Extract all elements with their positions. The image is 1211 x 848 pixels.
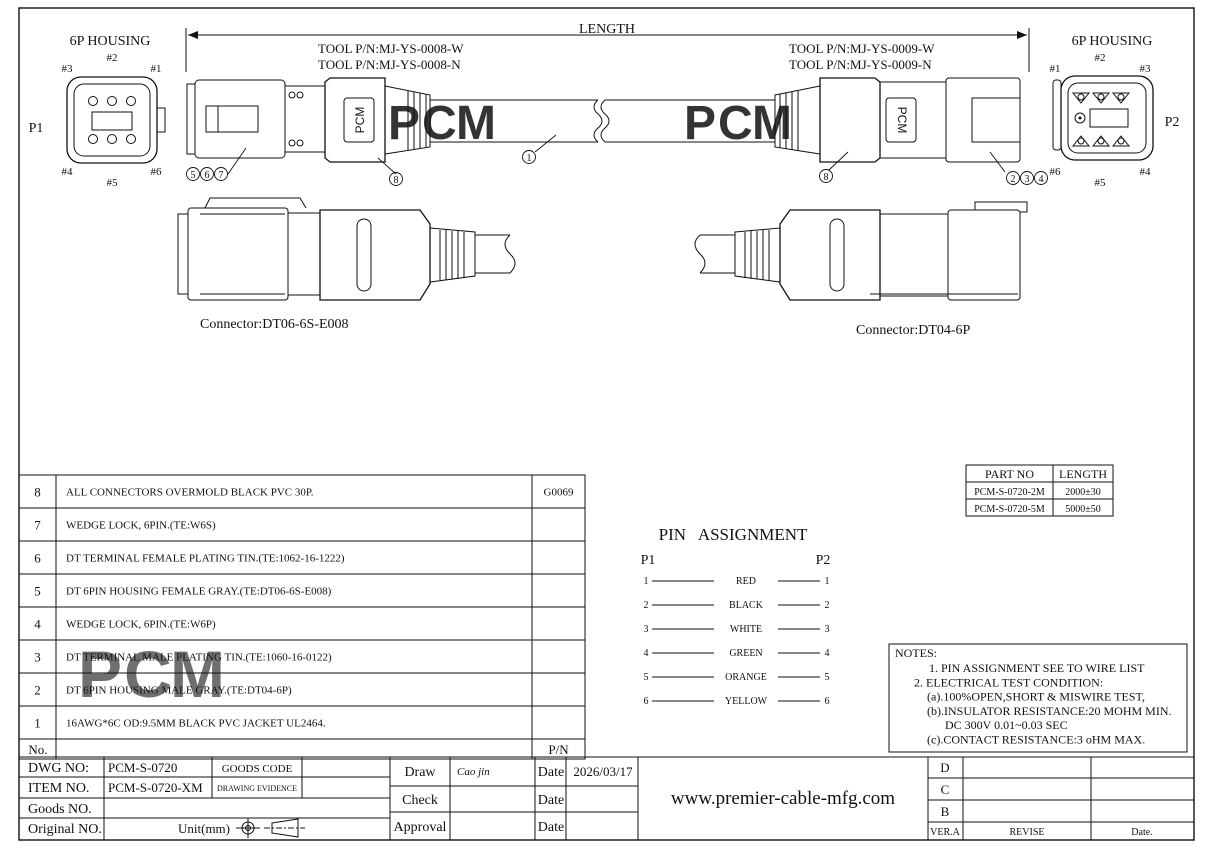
p2-pin-label: #5 <box>1094 177 1106 189</box>
pin-wire-color: RED <box>736 576 756 587</box>
pin-wire-color: WHITE <box>729 624 763 635</box>
p2-overmold-callout: 8 <box>823 172 829 183</box>
p1-housing-view <box>29 34 165 189</box>
pin-p1-header: P1 <box>640 553 656 568</box>
bom-item-description: DT 6PIN HOUSING FEMALE GRAY.(TE:DT06-6S-E008) <box>66 585 332 598</box>
p1-pin-label: #4 <box>61 166 73 178</box>
bom-item-pn: G0069 <box>543 486 574 499</box>
pin-p1-number: 6 <box>643 696 649 707</box>
unit-label: Unit(mm) <box>178 821 230 836</box>
original-no-label: Original NO. <box>28 822 102 837</box>
notes-title: NOTES: <box>895 646 937 660</box>
p2-pin-label: #2 <box>1094 52 1106 64</box>
p2-pin-label: #3 <box>1139 63 1151 75</box>
p2-connector-label: Connector:DT04-6P <box>856 323 971 338</box>
p1-pin-label: #1 <box>150 63 162 75</box>
logo-letter-c: C <box>124 637 172 711</box>
logo-letter-m: M <box>752 97 792 150</box>
logo-letter-m: M <box>456 97 496 150</box>
p2-connector-side-view <box>695 202 1027 300</box>
logo-letter-p: P <box>388 97 421 150</box>
p2-connector-top-view <box>605 78 1020 162</box>
part-table-header: LENGTH <box>1059 467 1107 481</box>
pin-wire-color: BLACK <box>729 600 763 611</box>
pin-p2-number: 1 <box>824 576 830 587</box>
note-line: 2. ELECTRICAL TEST CONDITION: <box>914 675 1104 690</box>
bom-item-no: 3 <box>34 649 41 665</box>
p2-callout: 3 <box>1024 174 1030 185</box>
p1-connector-label: Connector:DT06-6S-E008 <box>200 317 349 332</box>
draw-signature: Cao jin <box>457 766 490 778</box>
goods-code-label: GOODS CODE <box>221 763 293 775</box>
dwg-no: PCM-S-0720 <box>108 760 178 775</box>
p1-callout: 5 <box>190 170 196 181</box>
p2-callout: 2 <box>1010 174 1016 185</box>
item-no: PCM-S-0720-XM <box>108 780 203 795</box>
website: www.premier-cable-mfg.com <box>670 788 896 809</box>
bom-item-no: 2 <box>34 682 41 698</box>
part-table-cell: 2000±30 <box>1065 487 1101 498</box>
p2-tool-pn: TOOL P/N:MJ-YS-0009-N <box>789 57 932 72</box>
p2-pin-label: #6 <box>1049 166 1061 178</box>
dwg-no-label: DWG NO: <box>28 761 90 776</box>
bom-item-description: ALL CONNECTORS OVERMOLD BLACK PVC 30P. <box>66 486 314 499</box>
p2-tool-pn: TOOL P/N:MJ-YS-0009-W <box>789 41 935 56</box>
pcm-logo <box>388 97 496 150</box>
p2-housing-title: 6P HOUSING <box>1071 34 1153 49</box>
note-line: (a).100%OPEN,SHORT & MISWIRE TEST, <box>927 689 1145 704</box>
bom-item-no: 1 <box>34 715 41 731</box>
pin-p2-number: 4 <box>824 648 830 659</box>
bom-item-description: DT TERMINAL FEMALE PLATING TIN.(TE:1062-16-1222) <box>66 552 345 565</box>
pcm-logo <box>684 97 792 150</box>
draw-date: 2026/03/17 <box>573 764 633 779</box>
note-line: DC 300V 0.01~0.03 SEC <box>945 718 1068 733</box>
p1-pin-label: #6 <box>150 166 162 178</box>
date-label: Date <box>537 765 565 780</box>
p1-tool-pn: TOOL P/N:MJ-YS-0008-N <box>318 57 461 72</box>
bom-item-no: 5 <box>34 583 41 599</box>
p1-pin-label: #3 <box>61 63 73 75</box>
p2-label: P2 <box>1164 115 1180 130</box>
p2-callout: 4 <box>1038 174 1044 185</box>
p1-overmold-callout: 8 <box>393 175 399 186</box>
note-line: (c).CONTACT RESISTANCE:3 oHM MAX. <box>927 732 1146 747</box>
bom-item-description: WEDGE LOCK, 6PIN.(TE:W6P) <box>66 618 216 631</box>
p1-label: P1 <box>28 121 44 136</box>
p1-callout: 6 <box>204 170 210 181</box>
date-label: Date <box>537 820 565 835</box>
bom-item-no: 4 <box>34 616 41 632</box>
pin-p2-number: 6 <box>824 696 830 707</box>
goods-no-label: Goods NO. <box>28 802 92 817</box>
pin-p2-number: 2 <box>824 600 830 611</box>
pcm-logo <box>78 637 225 711</box>
callouts <box>187 135 1048 186</box>
bom-item-description: DT 6PIN HOUSING MALE GRAY.(TE:DT04-6P) <box>66 684 292 697</box>
title-block-text <box>28 760 1153 838</box>
logo-letter-p: P <box>684 97 717 150</box>
bom-item-description: DT TERMINAL MALE PLATING TIN.(TE:1060-16-0122) <box>66 651 332 664</box>
length-label: LENGTH <box>579 22 635 37</box>
p2-overmold-text: PCM <box>895 106 909 134</box>
note-line: (b).INSULATOR RESISTANCE:20 MOHM MIN. <box>927 703 1172 718</box>
part-table-header: PART NO <box>985 467 1034 481</box>
bom-item-no: 6 <box>34 550 41 566</box>
notes <box>895 646 1172 747</box>
check-label: Check <box>402 793 438 808</box>
logo-letter-c: C <box>718 97 753 150</box>
pin-wire-color: YELLOW <box>724 696 768 707</box>
pin-assignment <box>641 525 831 707</box>
p1-callout: 7 <box>218 170 224 181</box>
bom-item-no: 7 <box>34 517 41 533</box>
p2-pin-label: #4 <box>1139 166 1151 178</box>
p2-housing-view <box>1050 34 1180 189</box>
item-no-label: ITEM NO. <box>28 781 90 796</box>
p2-pin-label: #1 <box>1049 63 1061 75</box>
drawing-evidence-label: DRAWING EVIDENCE <box>216 784 298 793</box>
logo-letter-c: C <box>422 97 457 150</box>
p1-pin-label: #5 <box>106 177 118 189</box>
part-number-table <box>966 465 1113 516</box>
pin-p1-number: 3 <box>643 624 649 635</box>
pin-p2-header: P2 <box>815 553 831 568</box>
revision-row: B <box>940 804 950 819</box>
draw-label: Draw <box>404 765 436 780</box>
logo-letter-p: P <box>78 637 123 711</box>
logo-letter-m: M <box>170 637 225 711</box>
bom-item-no: 8 <box>34 484 41 500</box>
pin-p1-number: 4 <box>643 648 649 659</box>
revision-row: C <box>940 782 950 797</box>
p1-connector-side-view <box>178 198 515 300</box>
revision-date-label: Date. <box>1131 827 1153 838</box>
pin-wire-color: GREEN <box>729 648 763 659</box>
version-label: VER.A <box>930 827 960 838</box>
note-line: 1. PIN ASSIGNMENT SEE TO WIRE LIST <box>929 661 1145 675</box>
p1-overmold-text: PCM <box>353 106 367 134</box>
p1-pin-label: #2 <box>106 52 118 64</box>
pin-wire-color: ORANGE <box>725 672 767 683</box>
revision-row: D <box>940 760 950 775</box>
bom-header-pn: P/N <box>548 742 569 757</box>
pin-p2-number: 3 <box>824 624 830 635</box>
bom-table <box>19 475 585 759</box>
p1-housing-title: 6P HOUSING <box>69 34 151 49</box>
part-table-cell: 5000±50 <box>1065 504 1101 515</box>
approval-label: Approval <box>393 820 447 835</box>
cable-callout: 1 <box>526 153 532 164</box>
bom-item-description: WEDGE LOCK, 6PIN.(TE:W6S) <box>66 519 216 532</box>
pin-p1-number: 2 <box>643 600 649 611</box>
bom-header-no: No. <box>28 742 48 757</box>
part-table-cell: PCM-S-0720-2M <box>974 487 1045 498</box>
pin-assignment-title: PIN ASSIGNMENT <box>658 525 808 544</box>
date-label: Date <box>537 793 565 808</box>
pin-p1-number: 1 <box>643 576 649 587</box>
pin-p1-number: 5 <box>643 672 649 683</box>
revise-label: REVISE <box>1009 827 1045 838</box>
p1-tool-pn: TOOL P/N:MJ-YS-0008-W <box>318 41 464 56</box>
part-table-cell: PCM-S-0720-5M <box>974 504 1045 515</box>
pin-p2-number: 5 <box>824 672 830 683</box>
bom-item-description: 16AWG*6C OD:9.5MM BLACK PVC JACKET UL2464. <box>66 717 326 730</box>
